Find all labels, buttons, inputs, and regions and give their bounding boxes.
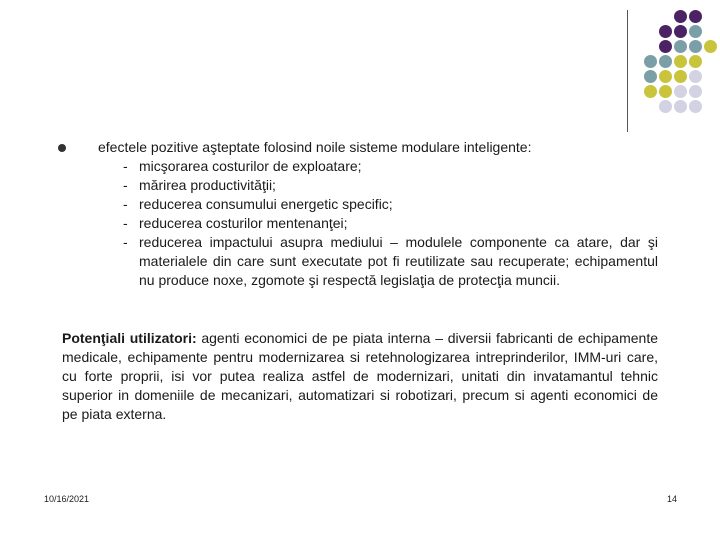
list-item: - micşorarea costurilor de exploatare; <box>123 158 362 174</box>
decorative-dot <box>644 85 657 98</box>
dash-marker: - <box>123 215 128 231</box>
potential-users-text: agenti economici de pe piata interna – diversii fabricanti de echipamente medicale, echipamente pentru modernizarea si retehnologizarea intreprinderilor, IMM-uri care, cu forte proprii, isi vor putea realiza astfel de modernizari, unitati din invatamantul tehnic superior in domeniile de mecanizari, automatizari si robotizari, precum si agenti economici de pe piata externa. <box>62 330 658 422</box>
decorative-dot <box>659 70 672 83</box>
effects-list <box>123 157 658 290</box>
decorative-dot <box>644 55 657 68</box>
decorative-dot <box>689 25 702 38</box>
decorative-vertical-line <box>627 10 628 132</box>
decorative-dot <box>689 55 702 68</box>
decorative-dot <box>674 25 687 38</box>
decorative-dot <box>689 100 702 113</box>
decorative-dot <box>674 55 687 68</box>
decorative-dot <box>704 40 717 53</box>
page-number: 14 <box>666 494 677 504</box>
decorative-dot <box>674 70 687 83</box>
decorative-dot <box>674 85 687 98</box>
list-item: - reducerea consumului energetic specific; <box>123 196 393 212</box>
decorative-dot-grid <box>620 10 716 130</box>
decorative-dot <box>644 70 657 83</box>
decorative-dot <box>689 10 702 23</box>
decorative-dot <box>689 85 702 98</box>
decorative-dot <box>689 40 702 53</box>
dash-marker: - <box>123 234 128 250</box>
decorative-dot <box>659 25 672 38</box>
decorative-dot <box>659 40 672 53</box>
decorative-dot <box>659 55 672 68</box>
bullet-icon <box>58 144 66 152</box>
decorative-dot <box>659 85 672 98</box>
footer-date: 10/16/2021 <box>44 494 90 504</box>
dash-marker: - <box>123 196 128 212</box>
decorative-dot <box>659 100 672 113</box>
list-item: - mărirea productivităţii; <box>123 177 276 193</box>
dash-marker: - <box>123 177 128 193</box>
decorative-dot <box>674 40 687 53</box>
potential-users-paragraph <box>62 329 658 424</box>
dash-marker: - <box>123 158 128 174</box>
potential-users-label: Potenţiali utilizatori: <box>62 330 197 346</box>
effects-intro: efectele pozitive aşteptate folosind noile sisteme modulare inteligente: <box>98 139 532 155</box>
list-item: - reducerea costurilor mentenanţei; <box>123 215 348 231</box>
list-item: - reducerea impactului asupra mediului – modulele componente ca atare, dar şi materialele din care sunt executate pot fi reutilizate sau recuperate; echipamentul nu produce noxe, zgomote şi respectă legislaţia de protecţia muncii. <box>123 234 658 288</box>
decorative-dot <box>674 100 687 113</box>
decorative-dot <box>689 70 702 83</box>
decorative-dot <box>674 10 687 23</box>
